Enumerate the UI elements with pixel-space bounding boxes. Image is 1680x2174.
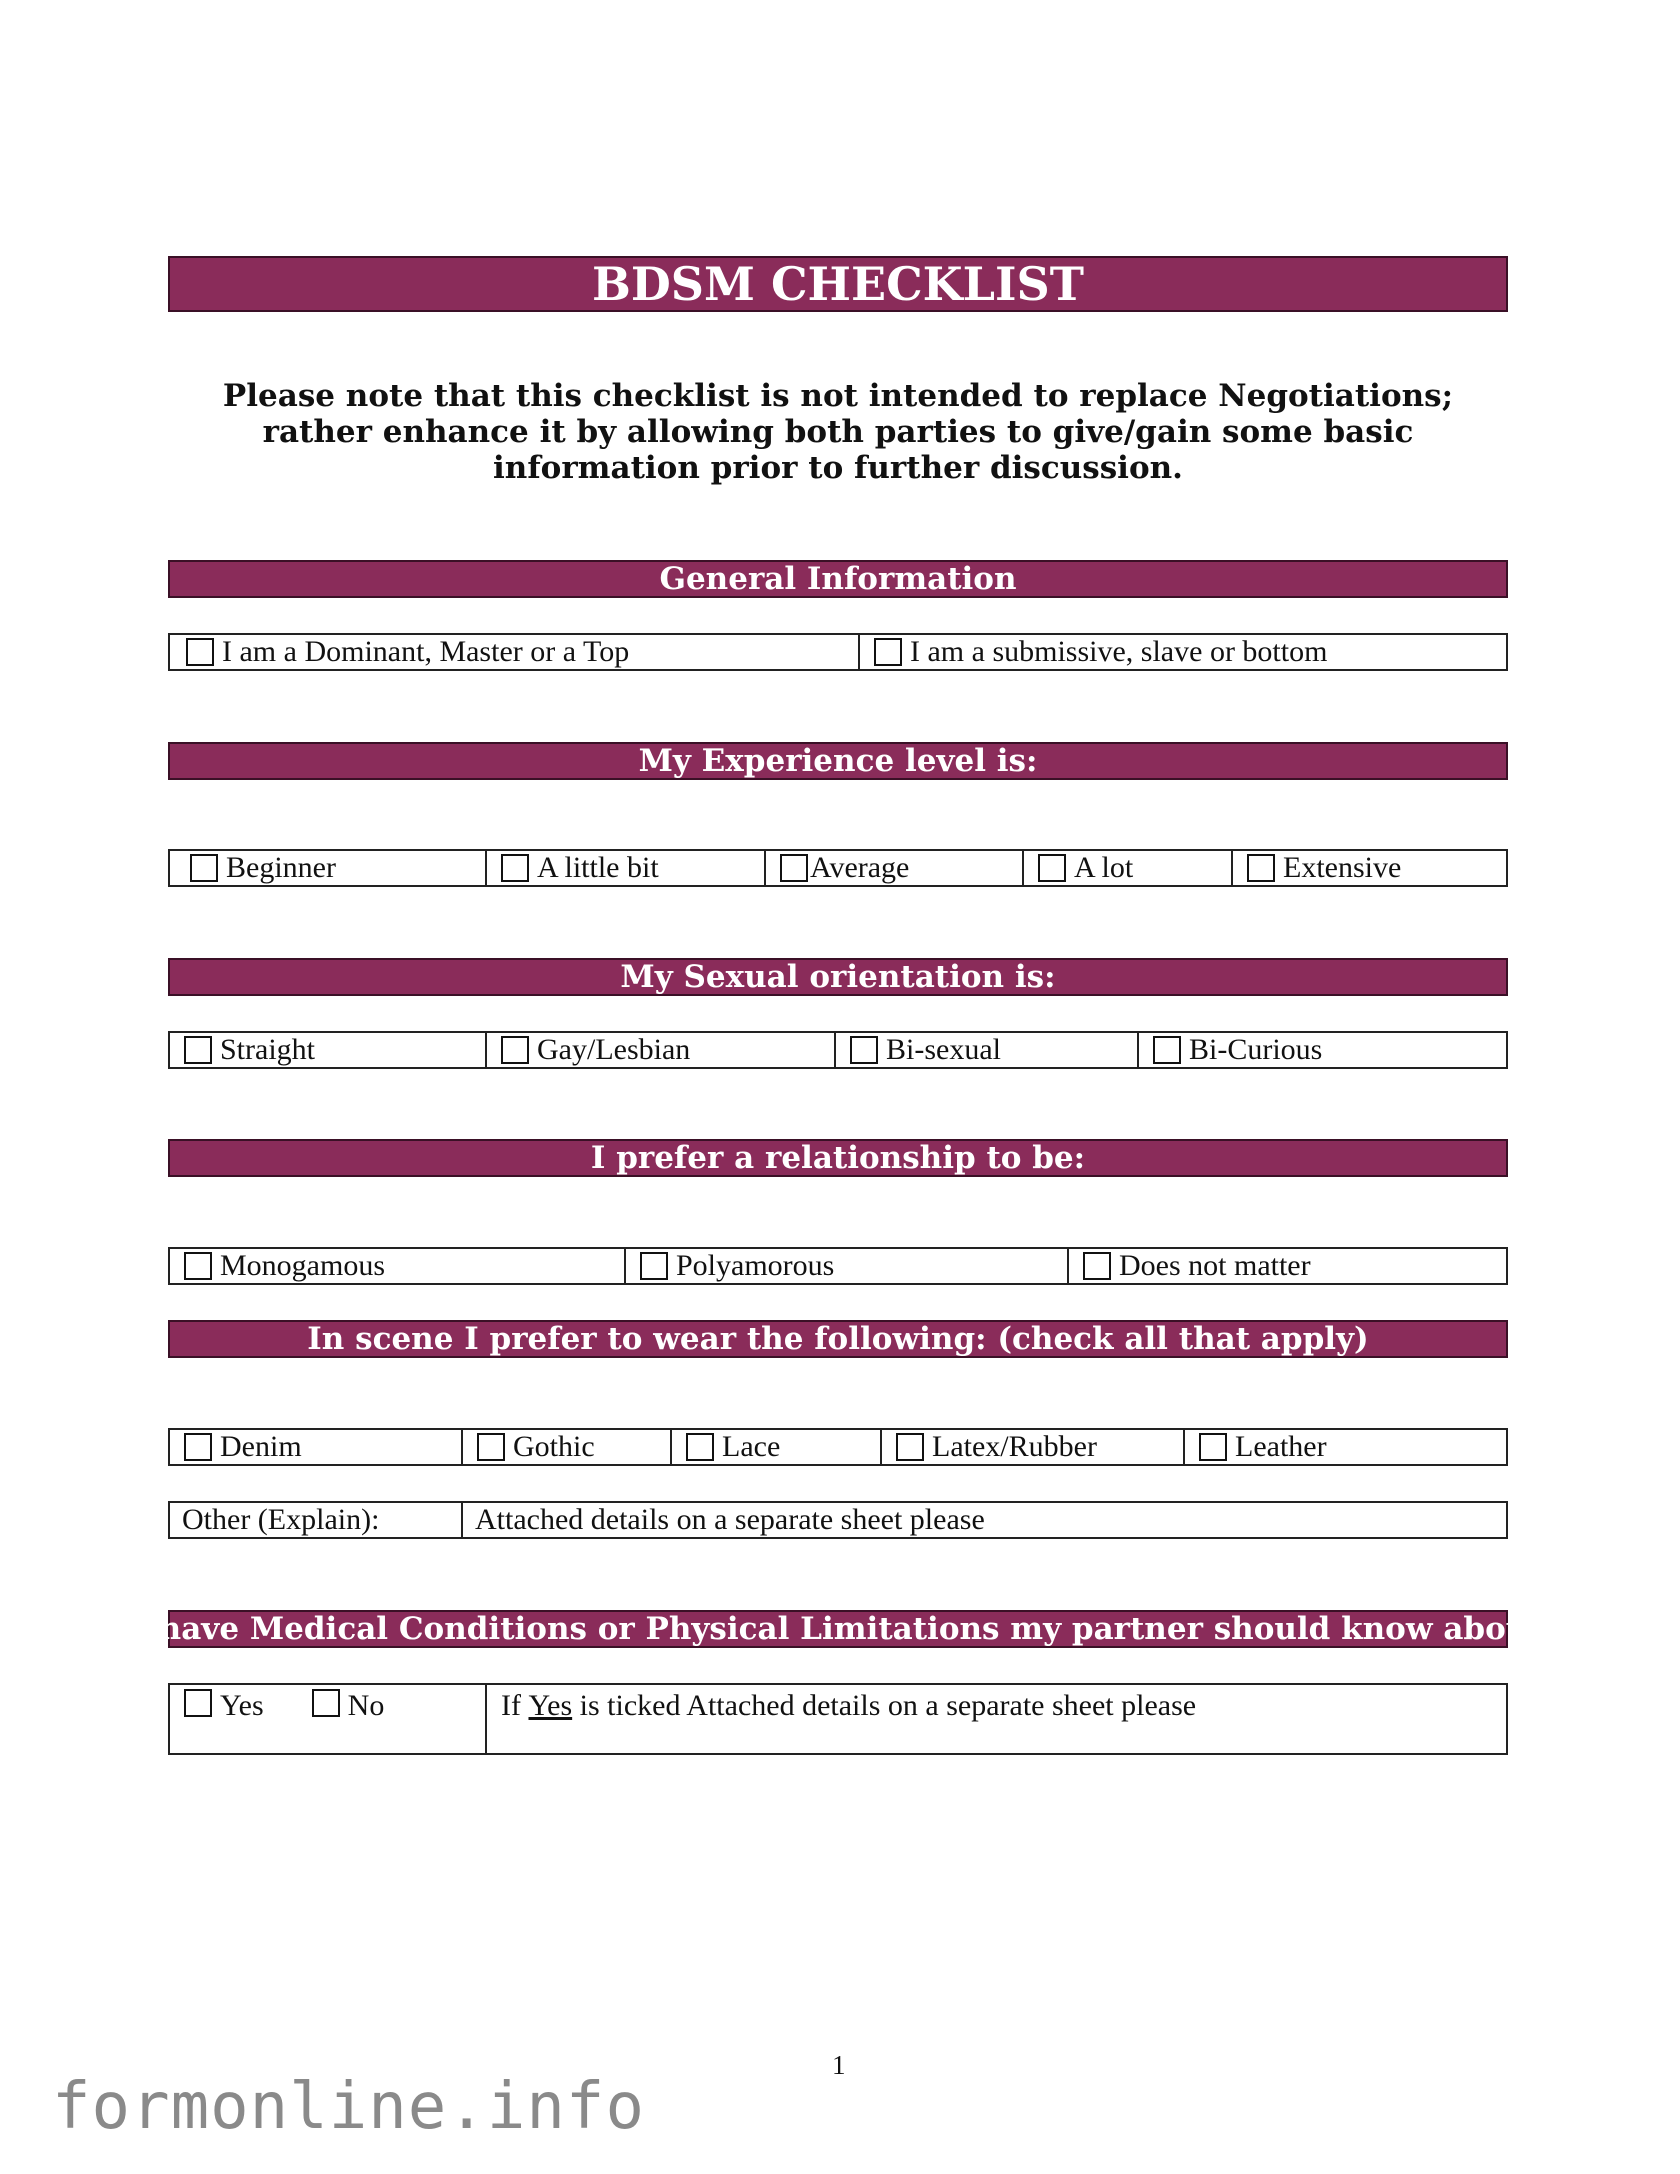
details-suffix: is ticked Attached details on a separate sheet please (579, 1689, 1197, 1722)
medical-yes-no-cell (170, 1685, 487, 1753)
checkbox[interactable] (874, 638, 902, 666)
checkbox[interactable] (780, 854, 808, 882)
section-experience-heading: My Experience level is: (168, 742, 1508, 780)
checkbox[interactable] (501, 854, 529, 882)
relationship-options-row (168, 1247, 1508, 1285)
option-label: Gay/Lesbian (537, 1033, 691, 1066)
option-beginner[interactable] (170, 851, 487, 885)
option-gay-lesbian[interactable] (487, 1033, 836, 1067)
option-label: I am a submissive, slave or bottom (910, 635, 1328, 668)
option-label: A little bit (537, 851, 659, 884)
option-label: A lot (1074, 851, 1134, 884)
option-label: Denim (220, 1430, 302, 1463)
option-bi-curious[interactable] (1139, 1033, 1506, 1067)
option-label: Average (810, 851, 910, 884)
option-lace[interactable] (672, 1430, 882, 1464)
option-a-lot[interactable] (1024, 851, 1233, 885)
option-label: Monogamous (220, 1249, 385, 1282)
option-no-label: No (347, 1689, 385, 1722)
option-label: Beginner (226, 851, 336, 884)
option-label: I am a Dominant, Master or a Top (222, 635, 630, 668)
page-number: 1 (832, 2050, 846, 2080)
details-yes: Yes (528, 1689, 573, 1722)
checkbox[interactable] (186, 638, 214, 666)
checkbox[interactable] (640, 1252, 668, 1280)
option-label: Extensive (1283, 851, 1402, 884)
checkbox[interactable] (184, 1036, 212, 1064)
checkbox-no[interactable] (312, 1689, 340, 1717)
checkbox-yes[interactable] (184, 1689, 212, 1717)
watermark: formonline.info (52, 2070, 645, 2144)
checkbox[interactable] (184, 1252, 212, 1280)
option-leather[interactable] (1185, 1430, 1506, 1464)
other-label: Other (Explain): (170, 1503, 463, 1537)
option-polyamorous[interactable] (626, 1249, 1069, 1283)
option-label: Bi-Curious (1189, 1033, 1323, 1066)
option-label: Polyamorous (676, 1249, 835, 1282)
wear-other-row (168, 1501, 1508, 1539)
option-average[interactable] (766, 851, 1024, 885)
checkbox[interactable] (1199, 1433, 1227, 1461)
other-explain-field[interactable]: Attached details on a separate sheet please (475, 1503, 985, 1536)
option-monogamous[interactable] (170, 1249, 626, 1283)
section-orientation-heading: My Sexual orientation is: (168, 958, 1508, 996)
option-label: Does not matter (1119, 1249, 1311, 1282)
checkbox[interactable] (1247, 854, 1275, 882)
option-label: Bi-sexual (886, 1033, 1001, 1066)
page-title: BDSM CHECKLIST (168, 256, 1508, 312)
option-latex-rubber[interactable] (882, 1430, 1185, 1464)
wear-options-row (168, 1428, 1508, 1466)
checkbox[interactable] (686, 1433, 714, 1461)
checkbox[interactable] (190, 854, 218, 882)
option-bi-sexual[interactable] (836, 1033, 1139, 1067)
section-relationship-heading: I prefer a relationship to be: (168, 1139, 1508, 1177)
checkbox[interactable] (184, 1433, 212, 1461)
checkbox[interactable] (477, 1433, 505, 1461)
option-label: Leather (1235, 1430, 1327, 1463)
checkbox[interactable] (850, 1036, 878, 1064)
checkbox[interactable] (1083, 1252, 1111, 1280)
option-extensive[interactable] (1233, 851, 1506, 885)
general-options-row (168, 633, 1508, 671)
option-label: Straight (220, 1033, 315, 1066)
option-label: Gothic (513, 1430, 595, 1463)
intro-note: Please note that this checklist is not intended to replace Negotiations; rather enhance it by allowing both parties to give/gain some basic information prior to further discussion. (222, 378, 1454, 486)
option-submissive[interactable] (860, 635, 1506, 669)
medical-details-field[interactable] (487, 1685, 1506, 1753)
option-yes-label: Yes (220, 1689, 264, 1722)
option-dominant[interactable] (170, 635, 860, 669)
medical-row (168, 1683, 1508, 1755)
checkbox[interactable] (1153, 1036, 1181, 1064)
checkbox[interactable] (1038, 854, 1066, 882)
details-prefix: If (501, 1689, 521, 1722)
option-label: Lace (722, 1430, 781, 1463)
option-label: Latex/Rubber (932, 1430, 1097, 1463)
option-does-not-matter[interactable] (1069, 1249, 1506, 1283)
option-a-little-bit[interactable] (487, 851, 766, 885)
experience-options-row (168, 849, 1508, 887)
option-denim[interactable] (170, 1430, 463, 1464)
section-general-heading: General Information (168, 560, 1508, 598)
section-medical-heading: I have Medical Conditions or Physical Limitations my partner should know about (133, 1611, 1543, 1647)
checkbox[interactable] (896, 1433, 924, 1461)
section-wear-heading: In scene I prefer to wear the following: (check all that apply) (168, 1320, 1508, 1358)
orientation-options-row (168, 1031, 1508, 1069)
option-straight[interactable] (170, 1033, 487, 1067)
option-gothic[interactable] (463, 1430, 672, 1464)
checkbox[interactable] (501, 1036, 529, 1064)
